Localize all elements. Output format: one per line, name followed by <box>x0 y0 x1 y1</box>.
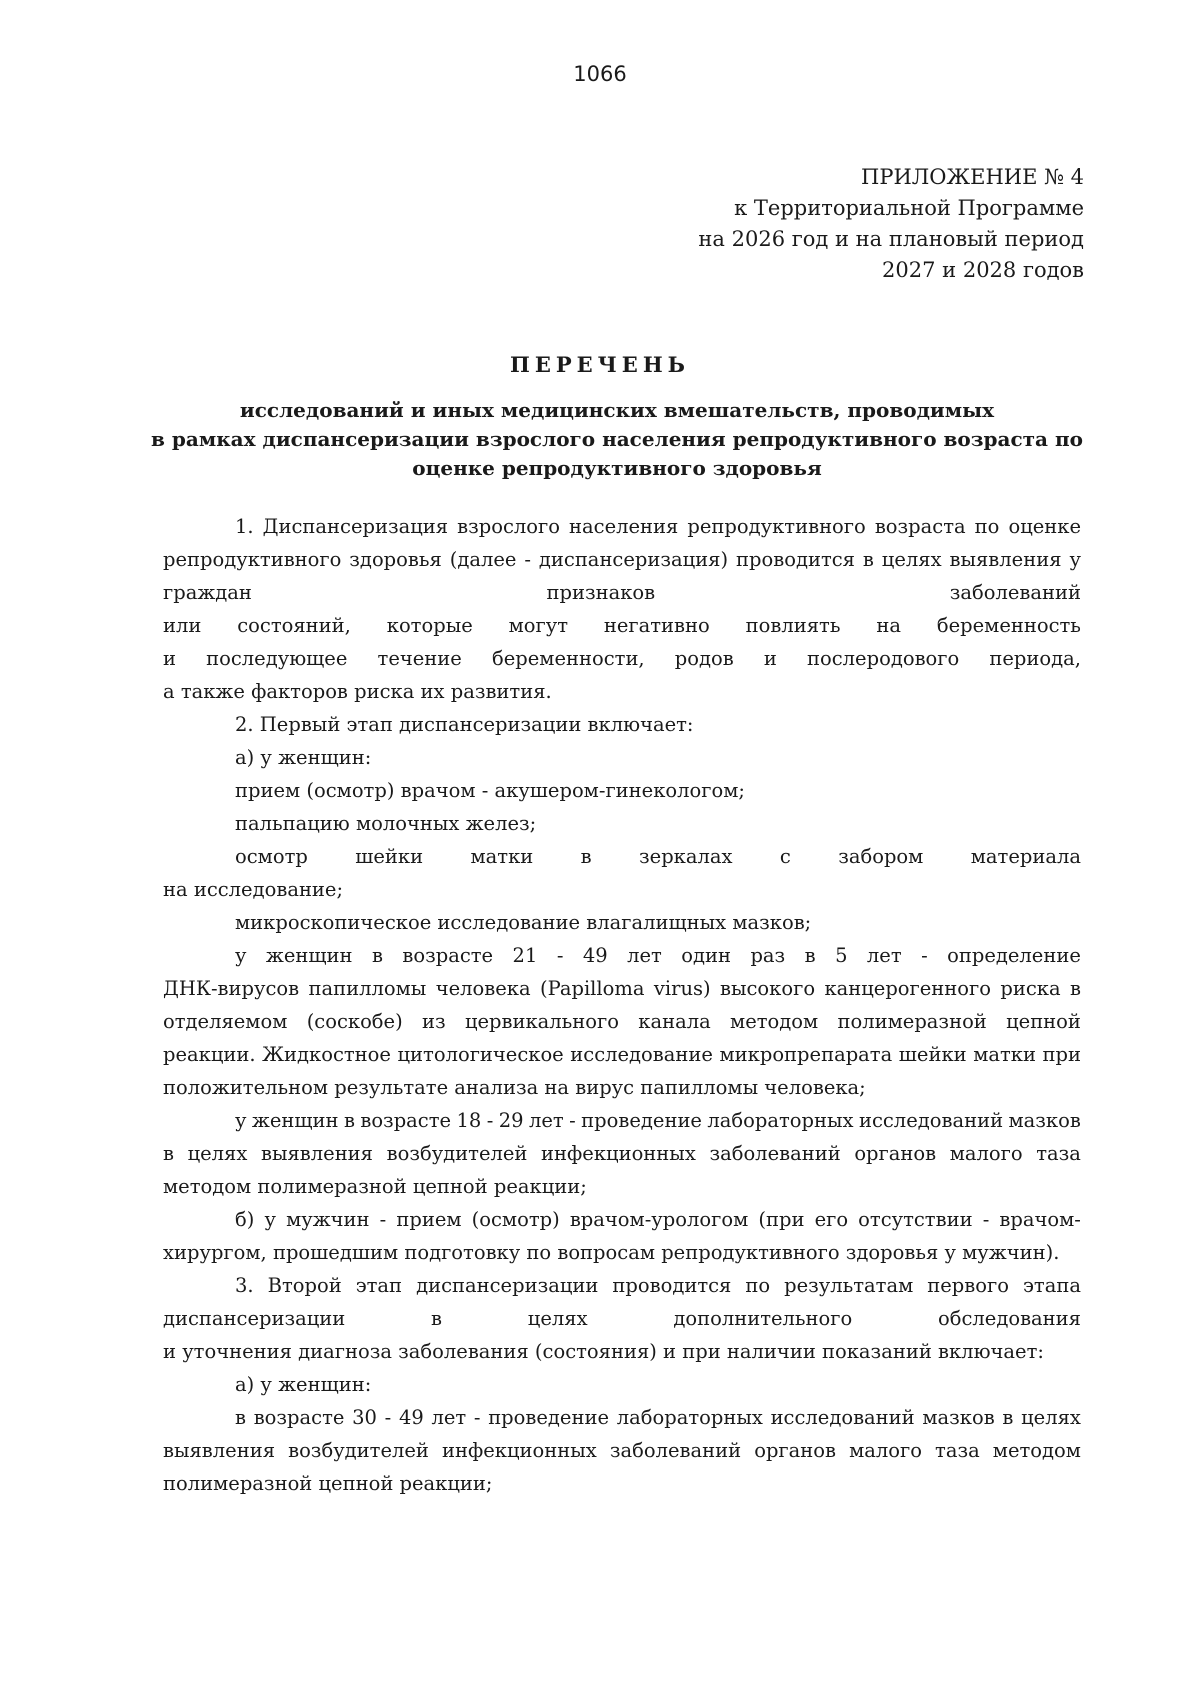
body-line: пальпацию молочных желез; <box>235 812 537 835</box>
page-number: 1066 <box>573 62 627 86</box>
body-line: и последующее течение беременности, родов и послеродового периода, <box>163 647 1081 670</box>
body-line: выявления возбудителей инфекционных заболеваний органов малого таза методом <box>163 1439 1081 1462</box>
body-line: 1. Диспансеризация взрослого населения репродуктивного возраста по оценке <box>235 515 1081 538</box>
body-line: репродуктивного здоровья (далее - диспансеризация) проводится в целях выявления у <box>163 548 1081 571</box>
body-line: 2. Первый этап диспансеризации включает: <box>235 713 694 736</box>
body-line: полимеразной цепной реакции; <box>163 1472 493 1495</box>
body-line: прием (осмотр) врачом - акушером-гинекологом; <box>235 779 745 802</box>
body-line: хирургом, прошедшим подготовку по вопросам репродуктивного здоровья у мужчин). <box>163 1241 1060 1264</box>
body-line: б) у мужчин - прием (осмотр) врачом-урологом (при его отсутствии - врачом- <box>235 1208 1081 1231</box>
body-line: методом полимеразной цепной реакции; <box>163 1175 587 1198</box>
body-line: осмотр шейки матки в зеркалах с забором материала <box>235 845 1081 868</box>
body-line: а) у женщин: <box>235 746 372 769</box>
annex-line: ПРИЛОЖЕНИЕ № 4 <box>861 165 1084 189</box>
body-line: реакции. Жидкостное цитологическое исследование микропрепарата шейки матки при <box>163 1043 1081 1066</box>
body-line: в целях выявления возбудителей инфекционных заболеваний органов малого таза <box>163 1142 1081 1165</box>
body-line: а также факторов риска их развития. <box>163 680 552 703</box>
body-line: или состояний, которые могут негативно повлиять на беременность <box>163 614 1081 637</box>
subtitle-line: оценке репродуктивного здоровья <box>412 456 822 480</box>
body-line: в возрасте 30 - 49 лет - проведение лабораторных исследований мазков в целях <box>235 1406 1081 1429</box>
document-heading: ПЕРЕЧЕНЬ <box>510 352 690 377</box>
annex-block <box>484 162 1084 286</box>
body-line: ДНК-вирусов папилломы человека (Papilloma virus) высокого канцерогенного риска в <box>163 977 1081 1000</box>
body-line: положительном результате анализа на вирус папилломы человека; <box>163 1076 866 1099</box>
subtitle-line: исследований и иных медицинских вмешательств, проводимых <box>239 398 995 422</box>
body-line: граждан признаков заболеваний <box>163 581 1081 604</box>
subtitle-line: в рамках диспансеризации взрослого населения репродуктивного возраста по <box>151 427 1083 451</box>
body-line: отделяемом (соскобе) из цервикального канала методом полимеразной цепной <box>163 1010 1081 1033</box>
document-body <box>163 510 1081 1500</box>
body-line: а) у женщин: <box>235 1373 372 1396</box>
body-line: 3. Второй этап диспансеризации проводится по результатам первого этапа <box>235 1274 1081 1297</box>
body-line: микроскопическое исследование влагалищных мазков; <box>235 911 812 934</box>
annex-line: на 2026 год и на плановый период <box>698 227 1084 251</box>
document-subtitle <box>150 396 1084 483</box>
body-line: у женщин в возрасте 18 - 29 лет - проведение лабораторных исследований мазков <box>235 1109 1081 1132</box>
annex-line: 2027 и 2028 годов <box>882 258 1084 282</box>
body-line: у женщин в возрасте 21 - 49 лет один раз в 5 лет - определение <box>235 944 1081 967</box>
body-line: на исследование; <box>163 878 344 901</box>
annex-line: к Территориальной Программе <box>734 196 1084 220</box>
body-line: диспансеризации в целях дополнительного обследования <box>163 1307 1081 1330</box>
body-line: и уточнения диагноза заболевания (состояния) и при наличии показаний включает: <box>163 1340 1044 1363</box>
